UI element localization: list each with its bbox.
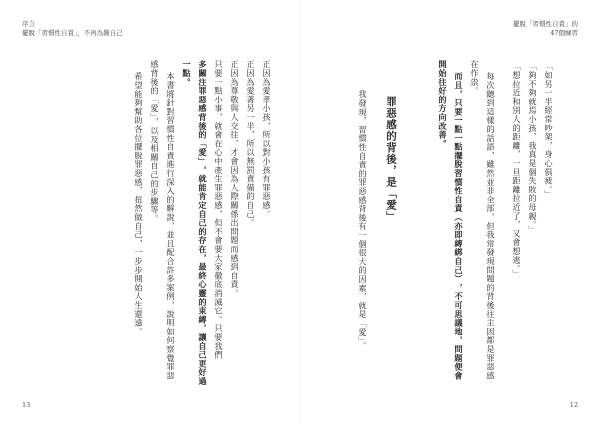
left-body-column: 本書將針對習慣性自責進行深入的解說，並且配合許多案例，說明如何察覺罪惡	[166, 72, 176, 380]
right-body-column: 在作祟。	[470, 60, 480, 96]
left-body-column: 正因為愛孝小孩，所以對小孩有罪惡感。	[262, 60, 272, 219]
left-body-column: 希望能夠幫助各位擺脫罪惡感，扭然做自己，一步步開始人生還遠。	[134, 72, 144, 336]
right-header-line2: 47個練習	[550, 29, 578, 37]
right-running-header	[513, 20, 578, 38]
right-page-number: 12	[569, 401, 578, 409]
right-body-column-bold: 而且，只要一點一點擺脫習慣性自責（亦即縛綁自己），不可思議地，問題便會	[454, 72, 464, 380]
left-body-column-bold: 一點。	[182, 60, 192, 87]
section-heading: 罪惡感的背後，是「愛」	[385, 96, 397, 223]
left-body-column-bold: 多關注罪惡感背後的「愛」，就能肯定自己的存在，最終心靈的束縛，讓自己更好過	[198, 60, 208, 386]
left-body-column: 正因為尊敬與人交往，才會因為人際關係出問題而感到自責。	[230, 60, 240, 298]
right-body-column: 每次聽到這樣的話語，雖然並非全部，但我常發現問題的背後往主因都是罪惡感	[486, 72, 496, 380]
right-header-line1: 擺脫「習慣性自責」的	[513, 20, 578, 28]
left-running-header	[22, 20, 123, 38]
right-body-column-bold: 開始往好的方向改善。	[438, 60, 448, 148]
quote-line: 「夠不夠就焉小孩，我真是個失敗的母親。」	[528, 62, 538, 234]
left-body-column: 正因為愛著另一半，所以無罰責備的自己。	[246, 60, 256, 228]
section-body-column: 我發現，習慣性自責的罪惡感背後有一個很大的因素，就是「愛」。	[358, 90, 368, 350]
left-body-column: 感背後的「愛」，以及相關自己的步驟等。	[150, 60, 160, 224]
left-header-line1: 序言	[22, 20, 35, 28]
quote-line: 「想拉近和別人的距離，一旦距離拉近了，又會想逃。」	[512, 62, 522, 278]
left-body-column: 只要一點小事，就會在心中產生罪惡感，但不會要大家徹底消滅它。只要我們	[214, 60, 224, 360]
left-header-line2: 擺脫「習慣性自責」，不再為難自己	[22, 29, 123, 37]
quote-line: 「如另一半經常吵架，身心俱疲。」	[544, 62, 554, 199]
left-page-number: 13	[22, 401, 31, 409]
right-page	[300, 0, 600, 425]
